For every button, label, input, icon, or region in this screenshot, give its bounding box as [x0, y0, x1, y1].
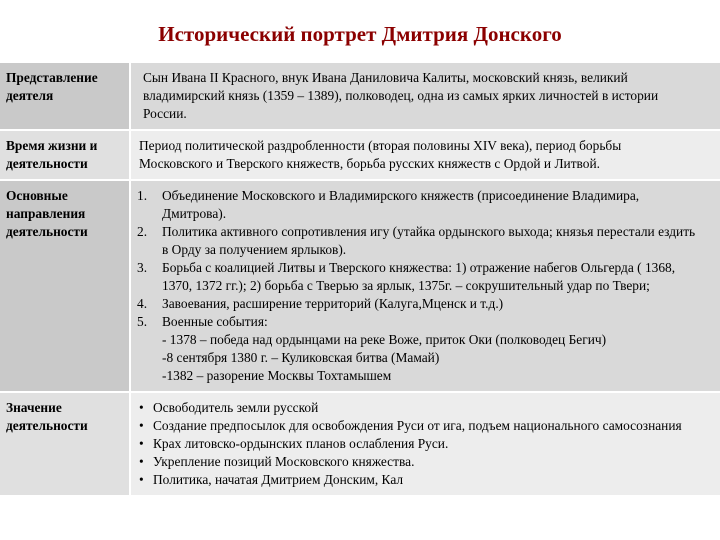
row-label-significance: Значение деятельности [0, 393, 131, 495]
bullet-icon: • [139, 454, 144, 469]
list-item-number: 4. [137, 296, 148, 311]
list-item-number: 5. [137, 314, 148, 329]
table-row-significance [0, 393, 720, 497]
list-item-text: Политика активного сопротивления игу (утайка ордынского выхода; князья перестали ездить в Орду за получением ярлыков). [162, 224, 696, 257]
list-item [137, 313, 696, 331]
bullet-icon: • [139, 418, 144, 433]
military-event: -8 сентября 1380 г. – Куликовская битва (Мамай) [162, 350, 440, 365]
military-event: -1382 – разорение Москвы Тохтамышем [162, 368, 392, 383]
page-title: Исторический портрет Дмитрия Донского [158, 22, 562, 46]
list-item [137, 223, 696, 259]
row-content-directions [131, 181, 720, 391]
list-item-text: Завоевания, расширение территорий (Калуга,Мценск и т.д.) [162, 296, 504, 311]
row-label-time: Время жизни и деятельности [0, 131, 131, 179]
list-item-text: Объединение Московского и Владимирского княжеств (присоединение Владимира, Дмитрова). [162, 188, 640, 221]
list-item-number: 1. [137, 188, 148, 203]
significance-list [137, 399, 696, 489]
list-item-text: Создание предпосылок для освобождения Руси от ига, подъем национального самосознания [153, 418, 682, 433]
list-item [137, 435, 696, 453]
row-label-personality: Представление деятеля [0, 63, 131, 129]
table-row-directions [0, 181, 720, 393]
bullet-icon: • [139, 400, 144, 415]
list-item-text: Крах литовско-ордынских планов ослабления Руси. [153, 436, 449, 451]
list-item [137, 399, 696, 417]
list-item-text: Борьба с коалицией Литвы и Тверского княжества: 1) отражение набегов Ольгерда ( 1368, 1370, 1372 гг.); 2) борьба с Тверью за ярлык, 1375г. – сокрушительный удар по Твери; [162, 260, 676, 293]
directions-list [137, 187, 696, 331]
row-text-personality: Сын Ивана II Красного, внук Ивана Даниловича Калиты, московский князь, великий владимирский князь (1359 – 1389), полководец, одна из самых ярких личностей в истории России. [131, 63, 720, 129]
list-item-text: Военные события: [162, 314, 268, 329]
bullet-icon: • [139, 436, 144, 451]
list-item-text: Политика, начатая Дмитрием Донским, Кал [153, 472, 404, 487]
row-label-directions: Основные направления деятельности [0, 181, 131, 391]
list-item [137, 453, 696, 471]
list-item [137, 417, 696, 435]
list-item-text: Освободитель земли русской [153, 400, 319, 415]
list-item-number: 2. [137, 224, 148, 239]
list-item [137, 187, 696, 223]
list-item-text: Укрепление позиций Московского княжества. [153, 454, 415, 469]
list-item [137, 295, 696, 313]
table-row-personality [0, 63, 720, 131]
table-row-time [0, 131, 720, 181]
military-event: - 1378 – победа над ордынцами на реке Воже, приток Оки (полководец Бегич) [162, 332, 607, 347]
list-item-number: 3. [137, 260, 148, 275]
row-text-time: Период политической раздробленности (вторая половины XIV века), период борьбы Московского и Тверского княжеств, борьба русских княжеств с Ордой и Литвой. [131, 131, 720, 179]
list-item [137, 259, 696, 295]
bullet-icon: • [139, 472, 144, 487]
list-item [137, 471, 696, 489]
portrait-table [0, 62, 720, 497]
row-content-significance [131, 393, 720, 495]
